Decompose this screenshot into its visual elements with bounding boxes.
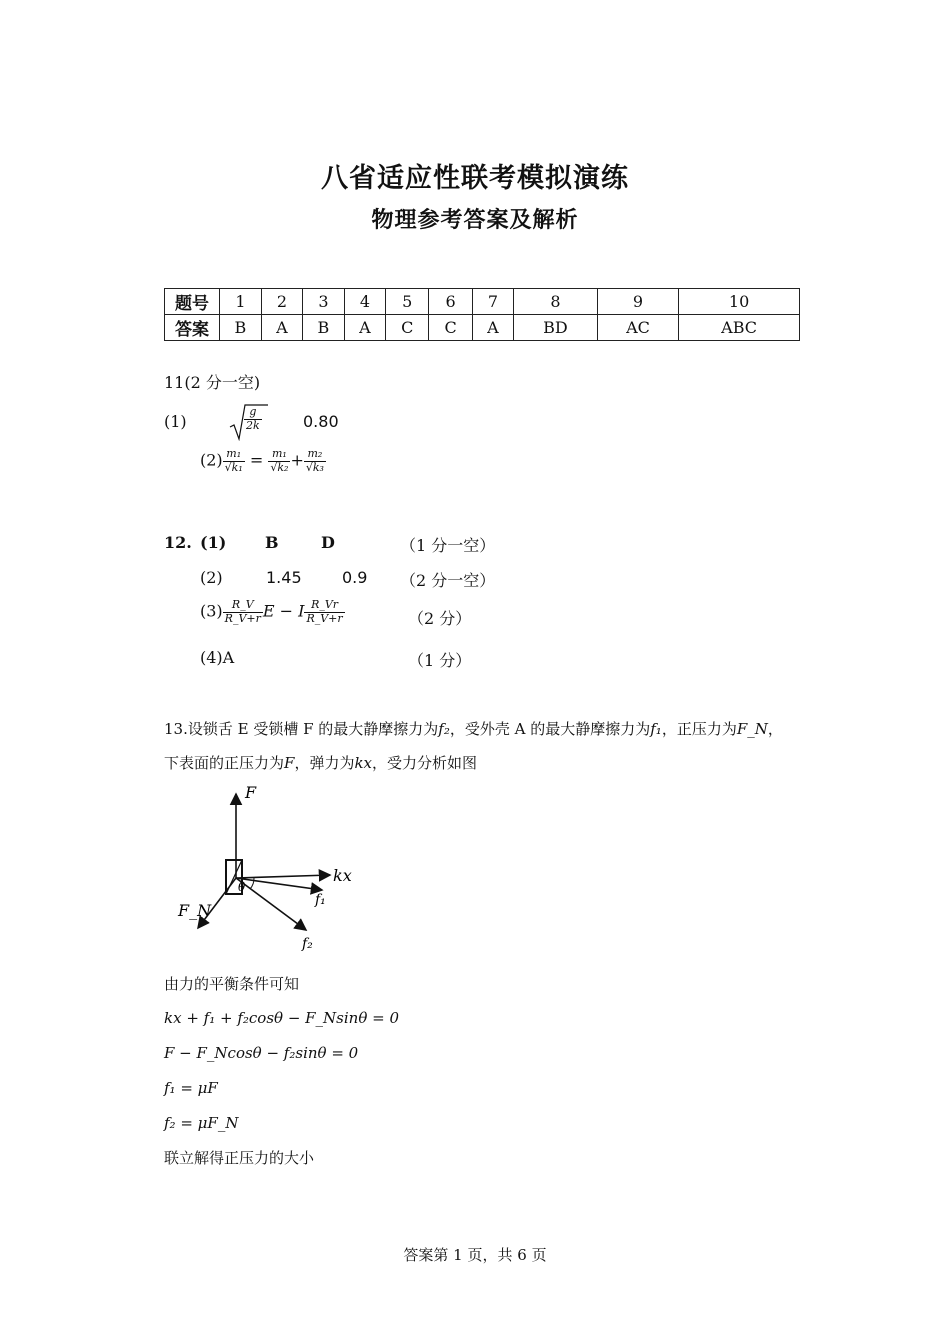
fraction-r2 xyxy=(304,448,326,474)
q13-eq4: f₂ = μF_N xyxy=(164,1114,239,1132)
symbol-kx: kx xyxy=(354,754,373,772)
q12-p2-b: 0.9 xyxy=(342,568,368,587)
sqrt-numerator: g xyxy=(244,406,262,420)
text: ，受外壳 A 的最大静摩擦力为 xyxy=(449,720,651,738)
q12-p3-formula xyxy=(200,599,345,625)
q12-p2-label: (2) xyxy=(200,568,223,587)
question-number-cell: 1 xyxy=(220,289,262,315)
text: ，弹力为 xyxy=(294,754,355,772)
label-F: F xyxy=(245,783,257,802)
numerator: m₁ xyxy=(268,448,290,462)
numerator: R_V xyxy=(223,599,263,613)
plus-sign: + xyxy=(290,450,304,470)
symbol-f1: f₁ xyxy=(650,720,662,738)
answer-cell: B xyxy=(303,315,345,341)
q12-p2-a: 1.45 xyxy=(266,568,302,587)
question-number-cell: 6 xyxy=(429,289,472,315)
q12-label: 12. xyxy=(164,533,192,552)
question-number-cell: 5 xyxy=(386,289,429,315)
label-theta: θ xyxy=(238,880,246,894)
page-footer: 答案第 1 页，共 6 页 xyxy=(403,1246,547,1264)
q11-sqrt-expression xyxy=(228,403,268,445)
symbol-f2: f₂ xyxy=(438,720,450,738)
q13-line1 xyxy=(164,718,783,739)
symbol-F: F xyxy=(284,754,295,772)
row-header-number: 题号 xyxy=(165,289,220,315)
q12-p1-label: (1) xyxy=(200,533,227,552)
table-row-answers xyxy=(165,315,800,341)
question-number-cell: 10 xyxy=(679,289,800,315)
text: ，正压力为 xyxy=(661,720,737,738)
formula-middle: E − I xyxy=(262,601,305,621)
arrow-kx xyxy=(236,875,330,878)
answer-cell: C xyxy=(386,315,429,341)
question-number-cell: 2 xyxy=(261,289,302,315)
q11-p2-formula xyxy=(200,448,326,474)
q11-heading: 11(2 分一空) xyxy=(164,373,261,392)
sqrt-denominator: 2k xyxy=(246,418,260,432)
question-number-cell: 9 xyxy=(597,289,678,315)
symbol-fn: F_N xyxy=(736,720,768,738)
question-number-cell: 4 xyxy=(344,289,385,315)
q13-condition: 由力的平衡条件可知 xyxy=(164,975,300,993)
equals-sign: = xyxy=(249,450,264,470)
answer-cell: A xyxy=(472,315,513,341)
denominator: √k₂ xyxy=(270,460,289,474)
q13-eq2: F − F_Ncosθ − f₂sinθ = 0 xyxy=(164,1044,359,1062)
numerator: R_Vr xyxy=(304,599,344,613)
answer-cell: A xyxy=(261,315,302,341)
table-row-numbers xyxy=(165,289,800,315)
text: 下表面的正压力为 xyxy=(164,754,285,772)
question-number-cell: 3 xyxy=(303,289,345,315)
answer-cell: C xyxy=(429,315,472,341)
row-header-answer: 答案 xyxy=(165,315,220,341)
text: 13.设锁舌 E 受锁槽 F 的最大静摩擦力为 xyxy=(164,720,439,738)
q12-p1-score: （1 分一空） xyxy=(400,536,496,555)
text: ，受力分析如图 xyxy=(372,754,478,772)
answer-table xyxy=(164,288,800,341)
answer-cell: BD xyxy=(514,315,598,341)
numerator: m₁ xyxy=(223,448,245,462)
label-kx: kx xyxy=(333,866,352,885)
fraction-rv xyxy=(223,599,263,625)
q11-p1-label: (1) xyxy=(164,412,187,431)
denominator: √k₁ xyxy=(224,460,243,474)
q13-conclusion: 联立解得正压力的大小 xyxy=(164,1149,315,1167)
denominator: √k₃ xyxy=(305,460,324,474)
q12-p3-label: (3) xyxy=(200,601,223,621)
q12-p4-text: (4)A xyxy=(200,648,235,667)
question-number-cell: 8 xyxy=(514,289,598,315)
sqrt-fraction xyxy=(244,406,262,432)
q12-p2-score: （2 分一空） xyxy=(400,571,496,590)
answer-cell: AC xyxy=(597,315,678,341)
denominator: R_V+r xyxy=(224,611,261,625)
page-subtitle: 物理参考答案及解析 xyxy=(371,207,579,233)
label-f2: f₂ xyxy=(302,936,313,952)
q13-eq1: kx + f₁ + f₂cosθ − F_Nsinθ = 0 xyxy=(164,1009,400,1027)
q12-p1-b: D xyxy=(321,533,335,552)
label-FN: F_N xyxy=(178,901,212,920)
q11-p2-label: (2) xyxy=(200,450,223,470)
fraction-rvr xyxy=(304,599,344,625)
question-number-cell: 7 xyxy=(472,289,513,315)
q12-p3-score: （2 分） xyxy=(408,609,472,628)
page-title: 八省适应性联考模拟演练 xyxy=(321,163,629,194)
force-diagram xyxy=(170,782,370,962)
fraction-lhs xyxy=(223,448,245,474)
q12-p4-score: （1 分） xyxy=(408,651,472,670)
q13-eq3: f₁ = μF xyxy=(164,1079,218,1097)
q13-line2 xyxy=(164,752,477,773)
label-f1: f₁ xyxy=(315,892,326,908)
answer-cell: A xyxy=(344,315,385,341)
q11-p1-value: 0.80 xyxy=(303,412,339,431)
text: ， xyxy=(767,720,783,738)
numerator: m₂ xyxy=(304,448,326,462)
answer-cell: B xyxy=(220,315,262,341)
denominator: R_V+r xyxy=(306,611,343,625)
q12-p1-a: B xyxy=(265,533,279,552)
answer-cell: ABC xyxy=(679,315,800,341)
fraction-r1 xyxy=(268,448,290,474)
